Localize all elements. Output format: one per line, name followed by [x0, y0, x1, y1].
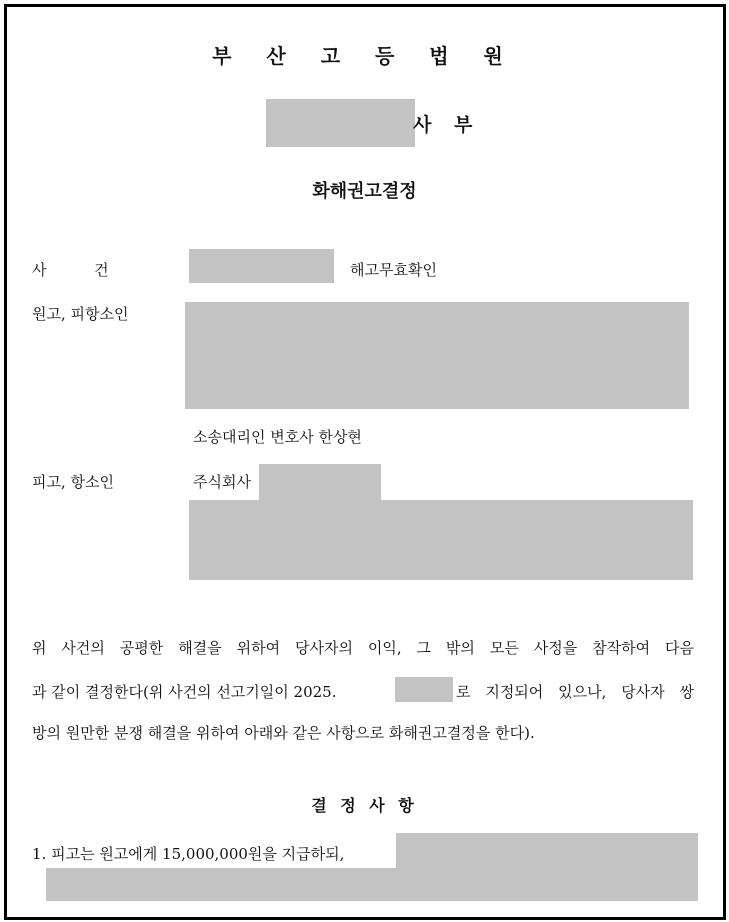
body-line-3: 방의 원만한 분쟁 해결을 위하여 아래와 같은 사항으로 화해권고결정을 한다). — [32, 724, 535, 742]
case-name: 해고무효확인 — [350, 261, 437, 279]
body-line-2a: 과 같이 결정한다(위 사건의 선고기일이 2025. — [32, 683, 337, 701]
court-name: 부 산 고 등 법 원 — [212, 44, 517, 68]
redaction-decision-item-1 — [396, 833, 698, 870]
defendant-company-prefix: 주식회사 — [193, 473, 251, 491]
redaction-defendant-details — [189, 500, 693, 580]
redaction-decision-item-1-cont — [46, 868, 698, 901]
body-line-2b: 로 지정되어 있으나, 당사자 쌍 — [456, 683, 694, 701]
case-label: 사 건 — [32, 261, 109, 279]
plaintiff-counsel: 소송대리인 변호사 한상현 — [193, 428, 362, 446]
redaction-plaintiff — [185, 302, 689, 409]
redaction-defendant-name — [259, 464, 381, 501]
document-title: 화해권고결정 — [312, 181, 417, 202]
department-suffix: 사 부 — [413, 114, 481, 136]
redaction-hearing-date — [395, 677, 453, 702]
redaction-department — [266, 99, 415, 147]
body-line-1: 위 사건의 공평한 해결을 위하여 당사자의 이익, 그 밖의 모든 사정을 참작하여 다음 — [32, 639, 694, 657]
redaction-case-number — [189, 249, 334, 283]
plaintiff-label: 원고, 피항소인 — [32, 305, 129, 323]
defendant-label: 피고, 항소인 — [32, 473, 114, 491]
decision-section-title: 결 정 사 항 — [311, 796, 418, 815]
decision-item-1: 1. 피고는 원고에게 15,000,000원을 지급하되, — [32, 845, 345, 863]
